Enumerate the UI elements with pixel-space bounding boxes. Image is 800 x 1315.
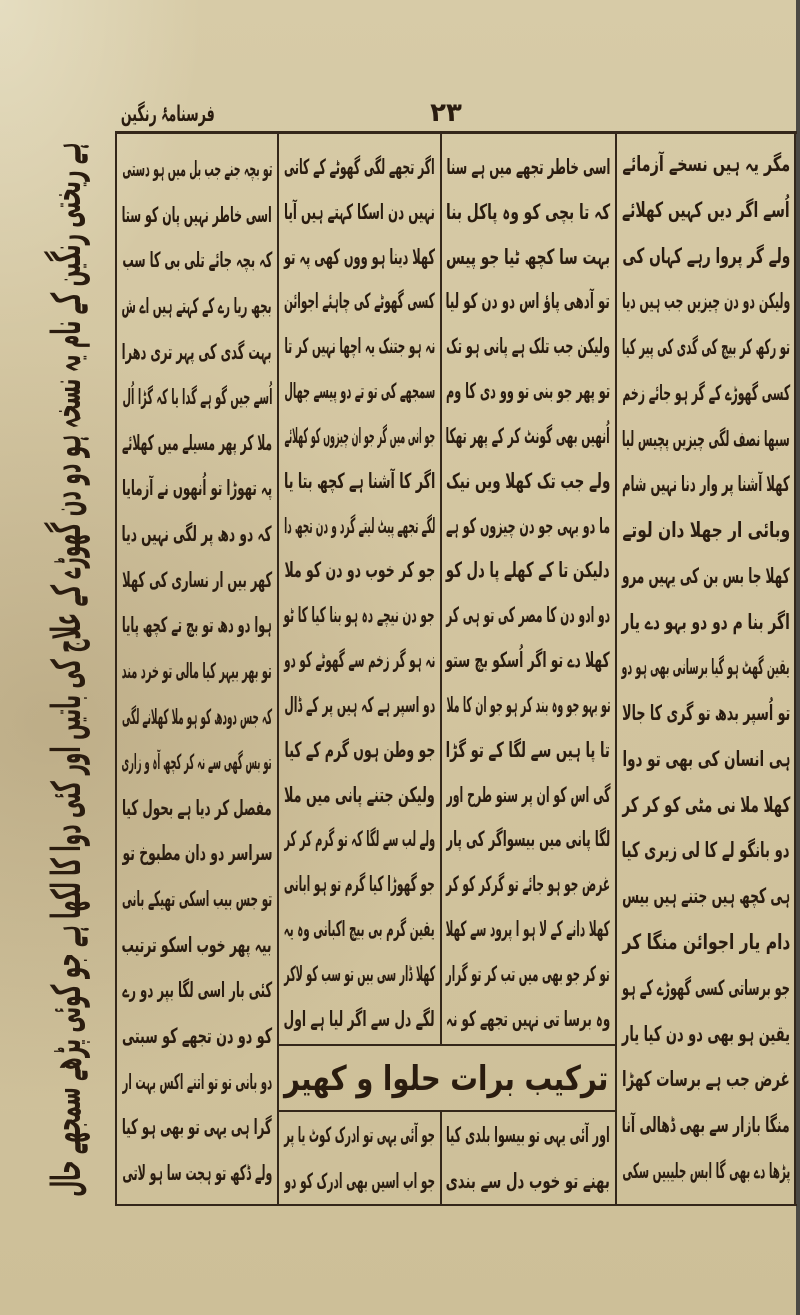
verse-line (119, 424, 275, 462)
verse-line (281, 282, 438, 320)
verse-line (119, 880, 275, 918)
verse-line (443, 417, 613, 455)
verse-line (619, 603, 793, 641)
verse-text: کسی گھوڑے کے گر ہو جائے زخم (622, 380, 790, 405)
verse-text: کھلا دے تو اگر اُسکو بچ ستو (445, 648, 611, 673)
verse-text: جو انی میں گر جو ان چیزوں کو کھلائے (284, 423, 435, 448)
verse-text: سراسر دو دان مطبوخ تو (122, 841, 272, 866)
verse-line (281, 955, 438, 993)
text-column-4 (119, 150, 275, 1192)
verse-line (619, 191, 793, 229)
verse-line (281, 686, 438, 724)
frame-left-rule (115, 131, 117, 1206)
verse-line (443, 507, 613, 545)
verse-text: دلیکن تا کے کھلے پا دل کو (446, 558, 610, 583)
verse-line (443, 686, 613, 724)
verse-text: وبائی ار جھلا دان لوتے (622, 518, 790, 543)
verse-line (119, 515, 275, 553)
verse-line (281, 731, 438, 769)
verse-line (119, 1108, 275, 1146)
verse-text: کہ جس دودھ کو ہو ملا کھلانے لگی (121, 704, 273, 729)
verse-text: نہ ہو جتنک یہ اچھا نہیں کر تا (284, 334, 435, 359)
verse-line (619, 282, 793, 320)
verse-line (119, 241, 275, 279)
verse-text: ولے ڈکھ تو ہجت سا ہو لاتی (122, 1160, 272, 1185)
verse-line (619, 694, 793, 732)
verse-line (119, 652, 275, 690)
verse-text: کسی گھوٹے کی چاہئے اجوائن (284, 289, 435, 314)
column-divider-bc-lower (440, 1112, 442, 1206)
verse-text: تو بس گھی سے نہ کر کچھ آہ و زاری (121, 750, 273, 775)
verse-line (281, 551, 438, 589)
verse-text: جو گھوڑا کیا گرم تو ہو ابانی (284, 872, 435, 897)
frame-bottom-rule (115, 1204, 797, 1206)
verse-text: کہ بچہ جائے تلی بی کا سب (121, 248, 272, 273)
verse-line (619, 465, 793, 503)
verse-text: تو بہو جو وہ بند کر ہو جو ان کا ملا (445, 692, 611, 717)
verse-line (119, 287, 275, 325)
verse-line (443, 641, 613, 679)
verse-line (119, 743, 275, 781)
verse-text: پڑھا دے بھی گا ابس جلیبیں سکی (622, 1158, 790, 1183)
verse-text: تا پا ہیں سے لگا کے تو گڑا (445, 737, 611, 762)
verse-line (281, 372, 438, 410)
section-bottom-rule (279, 1110, 615, 1112)
verse-text: بجھ ریا رے کے کہتے ہیں اے ش (121, 293, 273, 318)
page-number (418, 94, 474, 132)
verse-text: اسی خاطر تجھے میں ہے سنا (445, 155, 611, 179)
verse-text: دو بانی تو تو اتنے اکس بہت ار (122, 1069, 272, 1094)
frame-top-rule (115, 131, 797, 134)
verse-text: کھر بیں ار نساری کی کھلا (121, 567, 273, 592)
verse-line (443, 596, 613, 634)
verse-text: تو کر جو بھی میں تب کر تو گرار (446, 961, 610, 986)
verse-text: منگا بازار سے بھی ڈھالی آنا (621, 1113, 790, 1138)
verse-line (281, 820, 438, 858)
verse-line (619, 1015, 793, 1053)
verse-text: گرا ہی یہی تو بھی ہو کیا (122, 1115, 272, 1140)
verse-text: لگے دل سے اگر لیا ہے اول (283, 1006, 436, 1031)
verse-text: کو دو دن تجھے کو سبتی (121, 1023, 273, 1048)
verse-line (443, 1162, 613, 1200)
verse-text: پہ تھوڑا تو اُنھوں نے آزمایا (121, 476, 273, 501)
verse-line (281, 910, 438, 948)
verse-text: بیہ پھر خوب اسکو ترتیب (122, 932, 272, 957)
verse-line (619, 1060, 793, 1098)
verse-text: کھلا آشنا پر وار دنا نہیں شام (622, 472, 790, 497)
verse-text: لگے تجھے پیٹ لیتے گرد و دن تجھ دا (283, 513, 436, 538)
verse-text: مگر یہ ہیں نسخے آزمائے (622, 152, 790, 176)
verse-text: تو پھر جو بنی تو وو دی کا وم (445, 379, 611, 404)
verse-line (119, 1154, 275, 1192)
verse-line (443, 910, 613, 948)
verse-text: لگا پانی میں بیسواگر کی پار (446, 827, 610, 852)
frame-right-rule (794, 131, 796, 1206)
verse-line (281, 776, 438, 814)
verse-line (619, 1152, 793, 1190)
verse-line (619, 374, 793, 412)
verse-text: ولیکن دو دن چیزیں جب ہیں دیا (621, 289, 791, 314)
verse-text: ولے جب تک کھلا ویں نیک (445, 468, 611, 493)
verse-line (443, 193, 613, 231)
verse-line (281, 462, 438, 500)
verse-line (619, 969, 793, 1007)
verse-text: دام یار اجوائن منگا کر (622, 930, 790, 955)
verse-text: وہ برسا تی نہیں تجھے کو نہ (445, 1006, 611, 1031)
verse-text: جو کر خوب دو دن کو ملا (284, 558, 435, 583)
verse-text: اسی خاطر نہیں پان کو ستا (121, 202, 273, 227)
verse-line (281, 1162, 438, 1200)
verse-text: ما دو بہی جو دن چیزوں کو ہے (445, 513, 611, 538)
verse-text: تو بھر بیہر کیا مالی تو خرد مند (121, 658, 273, 683)
verse-text: ہی کچھ ہیں جتنے ہیں بیس (621, 884, 791, 909)
verse-text: ہی انسان کی بھی تو دوا (621, 746, 791, 771)
verse-text: مفصل کر دیا ہے بحول کیا (122, 795, 272, 820)
verse-text: جو اب اسیں بھی ادرک کو دو (284, 1169, 435, 1193)
text-column-2 (443, 148, 613, 1038)
verse-text: تو آدھی پاؤ اس دو دن کو لیا (445, 289, 611, 314)
verse-text: کہ تا بچی کو وہ پاکل بنا (445, 199, 611, 224)
text-column-1 (619, 145, 793, 1190)
verse-text: جو برساتی کسی گھوڑے کے ہو (622, 975, 790, 1000)
verse-text: کھلا ڈار سی بیں تو سب کو لاکر (283, 961, 436, 986)
verse-text: کھلا جا بس بن کی یہیں مرو (622, 563, 790, 588)
verse-line (119, 378, 275, 416)
verse-line (119, 926, 275, 964)
verse-line (619, 1106, 793, 1144)
verse-text: یقین گھٹ ہو گیا برسانی بھی ہو دو (621, 655, 790, 680)
verse-text: سبھا نصف لگی چیزیں پچیس لیا (622, 426, 790, 451)
column-divider-bc-upper (440, 131, 442, 1045)
verse-text: غرض جو ہو جائے تو گرکر کو کر (445, 872, 611, 897)
verse-text: دو اسپر ہے کہ ہیں پر کے ڈال (284, 692, 435, 717)
verse-text: تو جس بیب اسکی تھیکے بانی (121, 887, 273, 911)
verse-line (619, 145, 793, 183)
verse-line (281, 417, 438, 455)
verse-line (619, 328, 793, 366)
verse-line (119, 333, 275, 371)
verse-text: اُنھیں بھی گونٹ کر کے پھر تھکا (445, 423, 611, 448)
verse-text: دو ادو دن کا مصر کی تو ہی کر (445, 603, 611, 628)
verse-line (619, 740, 793, 778)
verse-line (119, 196, 275, 234)
verse-line (281, 865, 438, 903)
verse-line (443, 1116, 613, 1154)
section-top-rule (279, 1044, 615, 1046)
verse-line (619, 831, 793, 869)
verse-line (443, 820, 613, 858)
verse-line (619, 420, 793, 458)
section-left-lines (281, 1116, 438, 1200)
section-right-lines (443, 1116, 613, 1200)
verse-line (281, 641, 438, 679)
verse-text: ولے گر پروا رہے کہاں کی (622, 243, 790, 268)
margin-note-text: ہے ریختی رنگین کے نام یہ نسخہ ہو دو دن گھوڑے کے علاج کی باتیں اور کئی دوا کا لکھا ہے جو کوئی پڑھے سمجھے حال (44, 142, 90, 1198)
verse-line (619, 877, 793, 915)
verse-text: کھلا ملا نی مٹی کو کر کر (622, 792, 790, 817)
verse-text: دو بانگو لے کا لی زیری کیا (621, 838, 790, 863)
verse-line (281, 1000, 438, 1038)
verse-line (281, 1116, 438, 1154)
section-heading-text: ترکیب برات حلوا و کھیر (283, 1059, 609, 1099)
verse-text: اگر تجھے لگی گھوٹے کے کاتی (284, 155, 435, 179)
verse-text: تو اُسپر بدھ تو گری کا جالا (621, 701, 791, 726)
verse-text: جو دن نیچے دہ ہو بنا کیا کا ٹو (283, 603, 436, 628)
running-title-text: فرسنامۂ رنگین (121, 101, 215, 127)
verse-text: یقین گرم بی بیچ اکبانی وہ یہ (284, 917, 435, 942)
verse-text: ولے لب سے لگا کہ تو گرم کر کر (284, 827, 435, 852)
verse-text: بہت گدی کی پہر تری دھرا (122, 339, 272, 364)
verse-line (281, 596, 438, 634)
verse-text: سمجھے کی تو تے دو پیسے جھال (284, 379, 435, 404)
verse-text: نہ ہو گر زخم سے گھوٹے کو دو (283, 648, 436, 673)
verse-text: اُسے اگر دیں کہیں کھلائے (622, 197, 790, 222)
verse-text: بہت سا کچھ ٹیا جو پیس (445, 244, 611, 269)
verse-line (119, 789, 275, 827)
verse-text: گی اس کو ان پر ستو طرح اور (445, 782, 611, 807)
verse-line (443, 238, 613, 276)
verse-text: ولیکن جب تلک ہے پانی ہو تک (446, 334, 610, 359)
running-title (118, 96, 218, 132)
verse-text: اگر بنا م دو دو بہو دے یار (621, 609, 791, 634)
text-column-3 (281, 148, 438, 1038)
verse-line (619, 786, 793, 824)
verse-text: نہیں دن اسکا کہتے ہیں آیا (284, 199, 435, 224)
verse-line (443, 776, 613, 814)
verse-line (619, 923, 793, 961)
verse-text: غرض جب ہے برسات کھڑا (622, 1067, 790, 1092)
verse-text: اگر کا آشنا ہے کچھ بتا یا (283, 468, 436, 493)
verse-line (443, 148, 613, 186)
verse-line (443, 282, 613, 320)
verse-line (443, 372, 613, 410)
verse-line (281, 148, 438, 186)
verse-text: کھلا دینا ہو ووں کھی پہ تو (284, 244, 435, 269)
verse-line (119, 1063, 275, 1101)
verse-line (281, 193, 438, 231)
verse-text: کئی بار اسی لگا بپر دو رے (122, 978, 272, 1003)
verse-line (443, 1000, 613, 1038)
verse-line (619, 557, 793, 595)
verse-line (443, 731, 613, 769)
margin-note (22, 140, 112, 1200)
verse-line (119, 698, 275, 736)
verse-text: ملا کر پھر مسیلے میں کھلائے (121, 430, 273, 455)
verse-line (443, 462, 613, 500)
verse-line (119, 606, 275, 644)
verse-line (443, 955, 613, 993)
verse-line (619, 511, 793, 549)
verse-line (443, 865, 613, 903)
verse-line (619, 648, 793, 686)
verse-line (443, 327, 613, 365)
verse-text: کہ دو دھ پر لگی نہیں دیا (121, 522, 273, 546)
verse-line (281, 238, 438, 276)
verse-text: جو آئی یہی تو ادرک کوٹ یا پر (284, 1123, 435, 1147)
scan-edge (796, 0, 800, 1315)
verse-line (119, 834, 275, 872)
verse-line (119, 561, 275, 599)
verse-line (119, 1017, 275, 1055)
verse-line (119, 971, 275, 1009)
margin-note-rotated (22, 140, 112, 1200)
verse-text: اور آئی یہی تو بیسوا بلدی کیا (446, 1123, 610, 1147)
page-number-text: ۲۳ (430, 98, 462, 128)
verse-text: جو وطن ہوں گرم کے کیا (284, 737, 435, 762)
verse-text: بھنے تو خوب دل سے بندی (445, 1169, 611, 1193)
verse-line (119, 150, 275, 188)
verse-line (119, 469, 275, 507)
section-heading (281, 1050, 611, 1108)
verse-text: ولیکن جتنے پانی میں ملا (284, 782, 435, 807)
verse-text: کھلا دانے کے لا ہو ا پرود سے کھلا (446, 917, 610, 942)
verse-text: یقین ہو بھی دو دن کیا یار (621, 1021, 791, 1046)
verse-text: تو بچہ جنے جب بل میں ہو دستی (122, 157, 272, 181)
verse-line (281, 327, 438, 365)
verse-text: تو رکھ کر بیچ کی گدی کی پیر کیا (621, 335, 791, 360)
verse-line (281, 507, 438, 545)
verse-line (443, 551, 613, 589)
verse-text: اُسے جیں گو ہے گدا یا کہ گڑا اُل (122, 385, 272, 410)
column-divider-cd (615, 131, 617, 1206)
verse-text: ہوا دو دھ تو بچ تے کچھ پایا (122, 613, 272, 638)
verse-line (619, 237, 793, 275)
